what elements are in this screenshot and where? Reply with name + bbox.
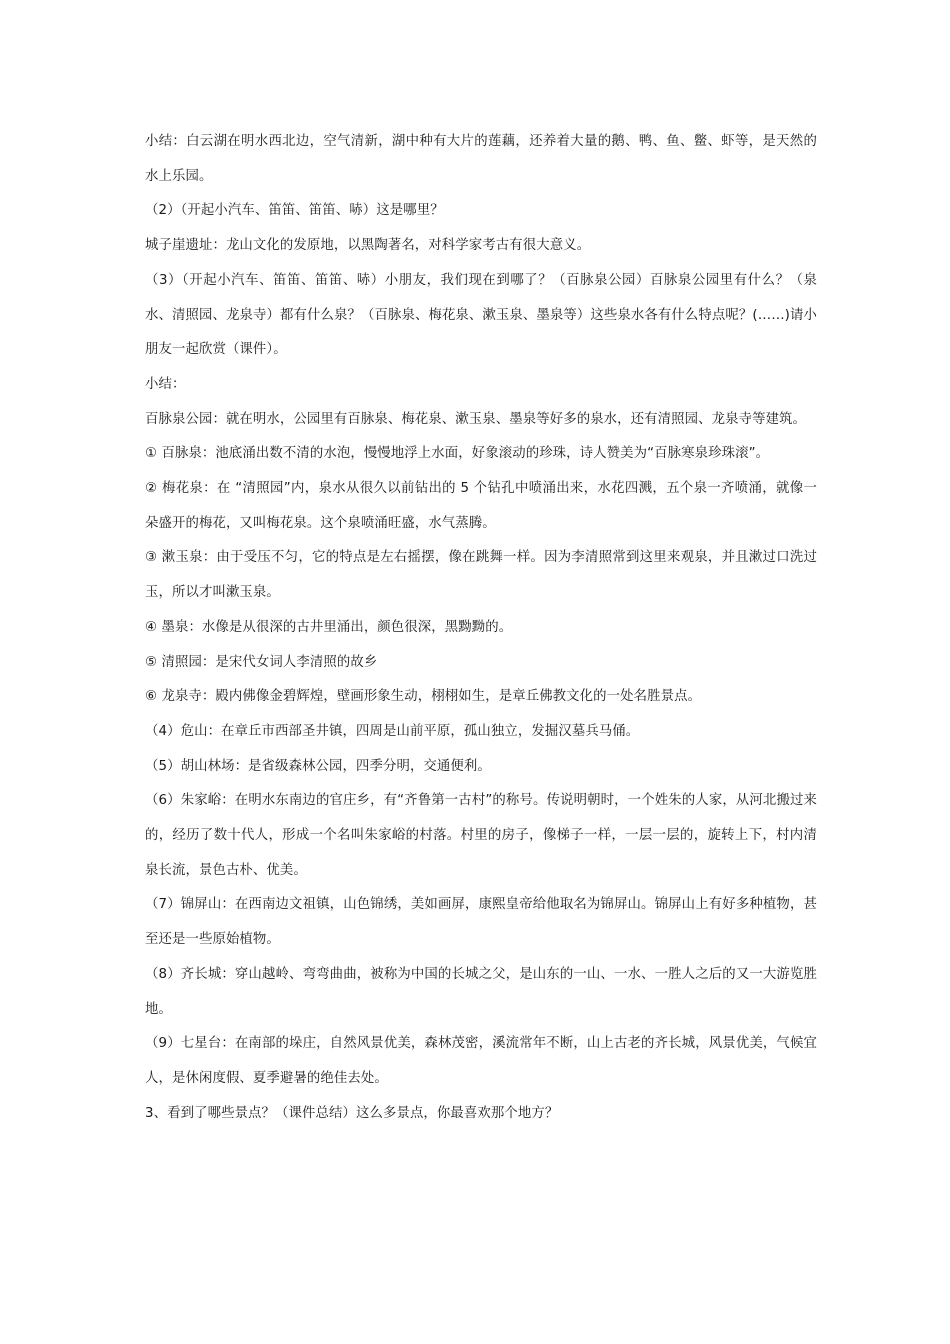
paragraph-chengziya-ruins: 城子崖遗址：龙山文化的发原地，以黑陶著名，对科学家考古有很大意义。 — [145, 238, 591, 254]
paragraph-mo-spring: ④ 墨泉：水像是从很深的古井里涌出，颜色很深，黑黝黝的。 — [145, 619, 513, 635]
paragraph-meihua-spring: ② 梅花泉：在 “清照园”内，泉水从很久以前钻出的 5 个钻孔中喷涌出来，水花四溅，五个泉一齐喷涌，就像一朵盛开的梅花，又叫梅花泉。这个泉喷涌旺盛，水气蒸腾。 — [145, 481, 817, 531]
paragraph-item-5-hushan: （5）胡山林场：是省级森林公园，四季分明，交通便利。 — [145, 758, 491, 774]
paragraph-item-2: （2）（开起小汽车、笛笛、笛笛、哧）这是哪里？ — [145, 203, 444, 219]
paragraph-item-9-qixingtai: （9）七星台：在南部的垛庄，自然风景优美，森林茂密，溪流常年不断，山上古老的齐长城，风景优美，气候宜人，是休闲度假、夏季避暑的绝佳去处。 — [145, 1036, 817, 1086]
paragraph-item-4-weishan: （4）危山：在章丘市西部圣井镇，四周是山前平原，孤山独立，发掘汉墓兵马俑。 — [145, 723, 640, 739]
paragraph-item-3: （3）（开起小汽车、笛笛、笛笛、哧）小朋友，我们现在到哪了？（百脉泉公园）百脉泉公园里有什么？（泉水、清照园、龙泉寺）都有什么泉？（百脉泉、梅花泉、漱玉泉、墨泉等）这些泉水各有什么特点呢？(……)请小朋友一起欣赏（课件）。 — [145, 272, 817, 358]
paragraph-summary-baiyun-lake: 小结：白云湖在明水西北边，空气清新，湖中种有大片的莲藕，还养着大量的鹅、鸭、鱼、鳖、虾等，是天然的水上乐园。 — [145, 134, 817, 184]
paragraph-qingzhao-garden: ⑤ 清照园：是宋代女词人李清照的故乡 — [145, 654, 378, 670]
paragraph-item-6-zhujiayu: （6）朱家峪：在明水东南边的官庄乡，有“齐鲁第一古村”的称号。传说明朝时，一个姓朱的人家，从河北搬过来的，经历了数十代人，形成一个名叫朱家峪的村落。村里的房子，像梯子一样，一层一层的，旋转上下，村内清泉长流，景色古朴、优美。 — [145, 793, 817, 878]
paragraph-shuyu-spring: ③ 漱玉泉：由于受压不匀，它的特点是左右摇摆，像在跳舞一样。因为李清照常到这里来观泉，并且漱过口洗过玉，所以才叫漱玉泉。 — [145, 550, 817, 601]
paragraph-baimai-spring: ① 百脉泉：池底涌出数不清的水泡，慢慢地浮上水面，好象滚动的珍珠，诗人赞美为“百脉寒泉珍珠滚”。 — [145, 446, 770, 462]
document-body — [145, 125, 817, 1131]
paragraph-step-3-question: 3、看到了哪些景点？（课件总结）这么多景点，你最喜欢那个地方？ — [145, 1105, 559, 1121]
paragraph-item-8-great-wall: （8）齐长城：穿山越岭、弯弯曲曲，被称为中国的长城之父，是山东的一山、一水、一胜人之后的又一大游览胜地。 — [145, 966, 817, 1017]
paragraph-baimai-park: 百脉泉公园：就在明水，公园里有百脉泉、梅花泉、漱玉泉、墨泉等好多的泉水，还有清照园、龙泉寺等建筑。 — [145, 411, 807, 427]
paragraph-item-7-jinping: （7）锦屏山：在西南边文祖镇，山色锦绣，美如画屏，康熙皇帝给他取名为锦屏山。锦屏山上有好多种植物，甚至还是一些原始植物。 — [145, 897, 817, 948]
paragraph-summary-label: 小结： — [145, 376, 186, 392]
paragraph-longquan-temple: ⑥ 龙泉寺：殿内佛像金碧辉煌，壁画形象生动，栩栩如生，是章丘佛教文化的一处名胜景点。 — [145, 689, 702, 705]
